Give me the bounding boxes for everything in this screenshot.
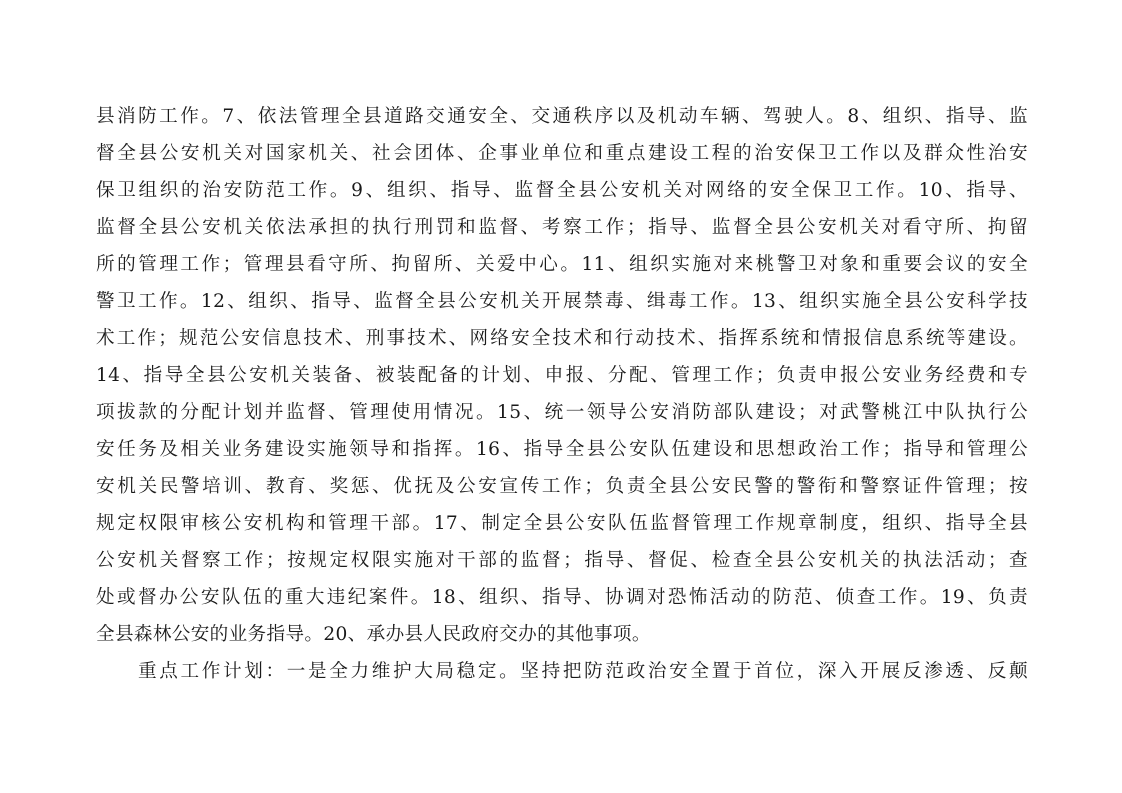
text-line-15: 全县森林公安的业务指导。20、承办县人民政府交办的其他事项。 [96, 624, 651, 645]
text-line-7: 术工作；规范公安信息技术、刑事技术、网络安全技术和行动技术、指挥系统和情报信息系统等建设。 [96, 328, 1028, 349]
document-body [96, 98, 1028, 690]
text-line-4: 监督全县公安机关依法承担的执行刑罚和监督、考察工作；指导、监督全县公安机关对看守所、拘留 [96, 217, 1028, 238]
text-line-11: 安机关民警培训、教育、奖惩、优抚及公安宣传工作；负责全县公安民警的警衔和警察证件管理；按 [96, 476, 1028, 497]
text-line-14: 处或督办公安队伍的重大违纪案件。18、组织、指导、协调对恐怖活动的防范、侦查工作。19、负责 [96, 587, 1028, 608]
text-line-1: 县消防工作。7、依法管理全县道路交通安全、交通秩序以及机动车辆、驾驶人。8、组织、指导、监 [96, 106, 1028, 127]
text-line-2: 督全县公安机关对国家机关、社会团体、企事业单位和重点建设工程的治安保卫工作以及群众性治安 [96, 143, 1028, 164]
text-line-13: 公安机关督察工作；按规定权限实施对干部的监督；指导、督促、检查全县公安机关的执法活动；查 [96, 550, 1028, 571]
text-line-8: 14、指导全县公安机关装备、被装配备的计划、申报、分配、管理工作；负责申报公安业务经费和专 [96, 365, 1028, 386]
text-line-6: 警卫工作。12、组织、指导、监督全县公安机关开展禁毒、缉毒工作。13、组织实施全县公安科学技 [96, 291, 1028, 312]
text-line-3: 保卫组织的治安防范工作。9、组织、指导、监督全县公安机关对网络的安全保卫工作。10、指导、 [96, 180, 1028, 201]
text-line-16: 重点工作计划：一是全力维护大局稳定。坚持把防范政治安全置于首位，深入开展反渗透、反颠 [138, 661, 1028, 682]
text-line-9: 项拔款的分配计划并监督、管理使用情况。15、统一领导公安消防部队建设；对武警桃江中队执行公 [96, 402, 1028, 423]
text-line-12: 规定权限审核公安机构和管理干部。17、制定全县公安队伍监督管理工作规章制度，组织、指导全县 [96, 513, 1028, 534]
text-line-5: 所的管理工作；管理县看守所、拘留所、关爱中心。11、组织实施对来桃警卫对象和重要会议的安全 [96, 254, 1028, 275]
text-line-10: 安任务及相关业务建设实施领导和指挥。16、指导全县公安队伍建设和思想政治工作；指导和管理公 [96, 439, 1028, 460]
